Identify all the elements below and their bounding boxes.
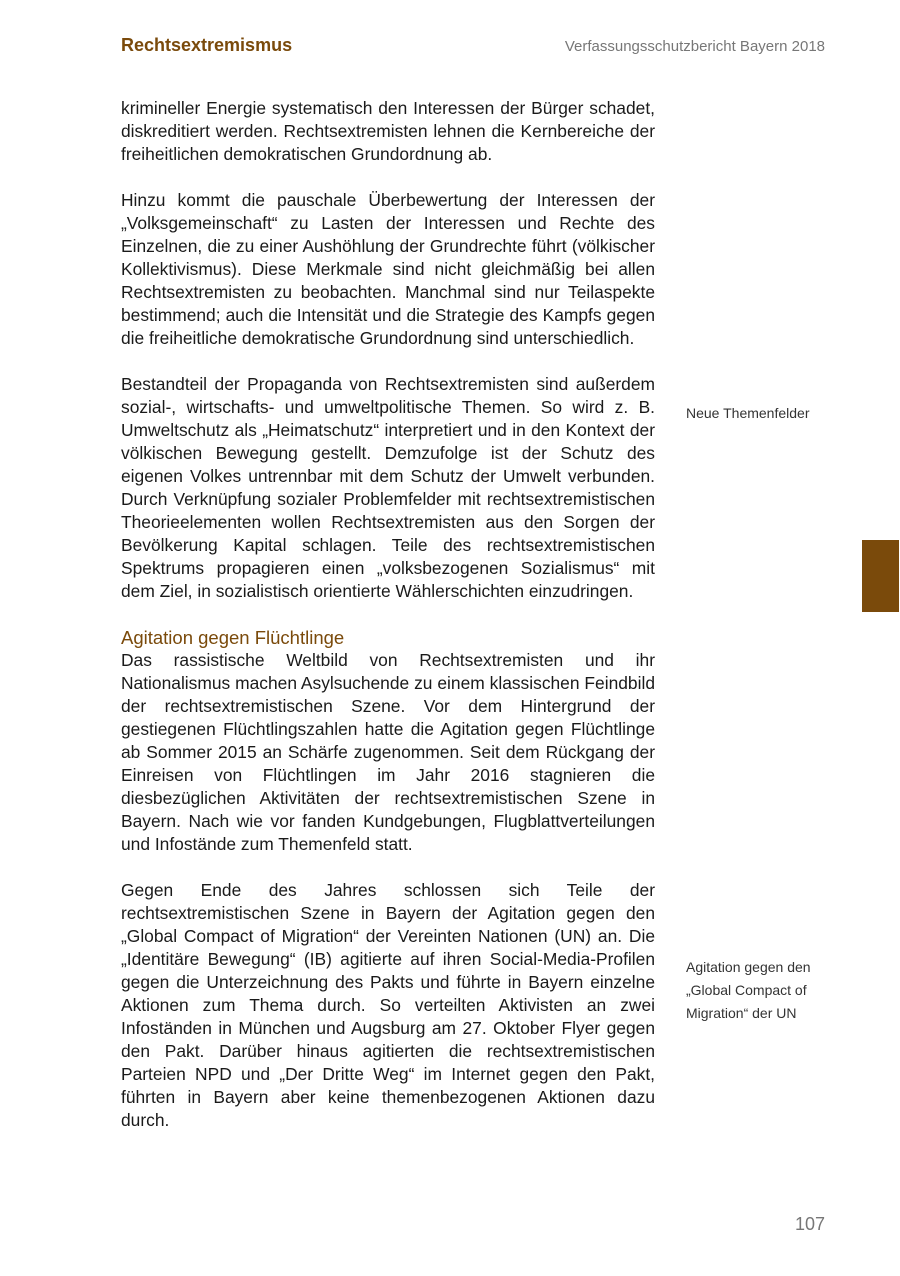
section-title: Rechtsextremismus (121, 35, 293, 55)
margin-note-new-topics: Neue Themenfelder (686, 405, 810, 421)
paragraph-1: krimineller Energie systematisch den Interessen der Bürger schadet, diskreditiert werden. Rechtsextremisten lehnen die Kernbereiche der freiheitlichen demokratischen Grundordnung ab. (121, 98, 655, 164)
paragraph-3: Bestandteil der Propaganda von Rechtsextremisten sind außerdem sozial-, wirtschafts- und umweltpolitische Themen. So wird z. B. Umweltschutz als „Heimatschutz“ interpretiert und in den Kontext der völkischen Bewegung gestellt. Demzufolge ist der Schutz des eigenen Volkes untrennbar mit dem Schutz der Umwelt verbunden. Durch Verknüpfung sozialer Problemfelder mit rechtsextremistischen Theorieelementen wollen Rechtsextremisten aus den Sorgen der Bevölkerung Kapital schlagen. Teile des rechtsextremistischen Spektrums propagieren einen „volksbezogenen Sozialismus“ mit dem Ziel, in sozialistisch orientierte Wählerschichten einzudringen. (121, 374, 655, 601)
paragraph-4: Das rassistische Weltbild von Rechtsextremisten und ihr Nationalismus machen Asylsuchende zu einem klassischen Feindbild der rechtsextremistischen Szene. Vor dem Hintergrund der gestiegenen Flüchtlingszahlen hatte die Agitation gegen Flüchtlinge ab Sommer 2015 an Schärfe zugenommen. Seit dem Rückgang der Einreisen von Flüchtlingen im Jahr 2016 stagnieren die diesbezüglichen Aktivitäten der rechtsextremistischen Szene in Bayern. Nach wie vor fanden Kundgebungen, Flugblattverteilungen und Infostände zum Themenfeld statt. (121, 650, 655, 854)
subheading: Agitation gegen Flüchtlinge (121, 627, 345, 648)
paragraph-2: Hinzu kommt die pauschale Überbewertung der Interessen der „Volksgemeinschaft“ zu Lasten der Interessen und Rechte des Einzelnen, die zu einer Aushöhlung der Grundrechte führt (völkischer Kollektivismus). Diese Merkmale sind nicht gleichmäßig bei allen Rechtsextremisten zu beobachten. Manchmal sind nur Teilaspekte bestimmend; auch die Intensität und die Strategie des Kampfs gegen die freiheitliche demokratische Grundordnung sind unterschiedlich. (121, 190, 655, 348)
main-text-column (121, 97, 655, 1155)
page-number: 107 (794, 1214, 825, 1234)
paragraph-5: Gegen Ende des Jahres schlossen sich Teile der rechtsextremistischen Szene in Bayern der Agitation gegen den „Global Compact of Migration“ der Vereinten Nationen (UN) an. Die „Identitäre Bewegung“ (IB) agitierte auf ihren Social-Media-Profilen gegen die Unterzeichnung des Pakts und führte in Bayern einzelne Aktionen zum Thema durch. So verteilten Aktivisten an zwei Infoständen in München und Augsburg am 27. Oktober Flyer gegen den Pakt. Darüber hinaus agitierten die rechtsextremistischen Parteien NPD und „Der Dritte Weg“ im Internet gegen den Pakt, führten in Bayern aber keine themenbezogenen Aktionen dazu durch. (121, 880, 655, 1130)
publication-title: Verfassungsschutzbericht Bayern 2018 (564, 38, 825, 55)
chapter-tab-marker (862, 540, 899, 612)
margin-note-global-compact: Agitation gegen den „Global Compact of Migration“ der UN (686, 959, 811, 1021)
